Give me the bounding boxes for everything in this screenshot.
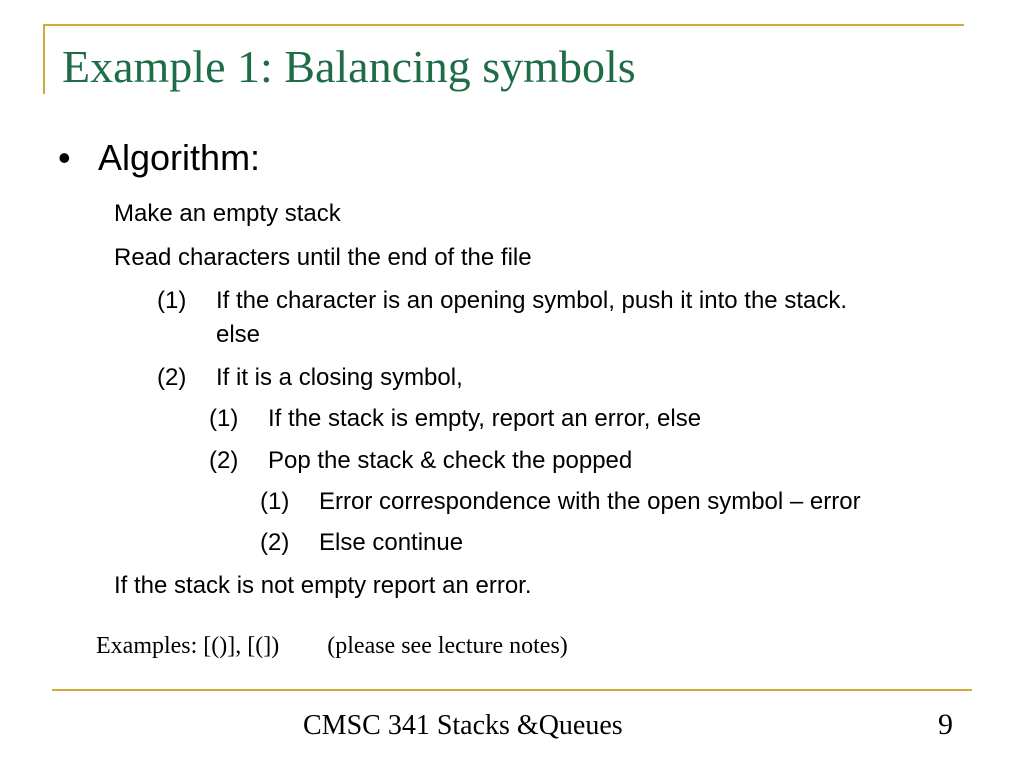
sub-sub-sub-item-number: (2) <box>260 529 290 556</box>
title-frame-top-rule <box>43 24 964 26</box>
page-number: 9 <box>938 708 953 741</box>
sub-sub-item-number: (1) <box>209 405 239 432</box>
sub-sub-sub-item-text: Error correspondence with the open symbol – error <box>319 488 861 515</box>
sub-sub-item-number: (2) <box>209 447 239 474</box>
bullet-label: Algorithm: <box>98 137 261 178</box>
examples-note: (please see lecture notes) <box>327 633 568 659</box>
bullet-marker: • <box>58 137 71 178</box>
examples-label: Examples: [()], [(]) <box>96 633 280 659</box>
sub-item-number: (1) <box>157 287 187 314</box>
sub-item-text: If the character is an opening symbol, push it into the stack. <box>216 287 848 314</box>
sub-sub-sub-item-number: (1) <box>260 488 290 515</box>
sub-sub-item-text: If the stack is empty, report an error, else <box>268 405 702 432</box>
step-final-check: If the stack is not empty report an error. <box>114 572 532 599</box>
sub-item-number: (2) <box>157 364 187 391</box>
sub-item-continuation: else <box>216 321 261 348</box>
bullet-algorithm <box>58 137 261 178</box>
sub-sub-sub-item-text: Else continue <box>319 529 464 556</box>
step-make-empty-stack: Make an empty stack <box>114 200 341 227</box>
step-read-characters: Read characters until the end of the file <box>114 244 532 271</box>
footer-course-title: CMSC 341 Stacks &Queues <box>303 710 623 741</box>
sub-item-text: If it is a closing symbol, <box>216 364 463 391</box>
title-frame-left-rule <box>43 24 45 94</box>
sub-sub-item-text: Pop the stack & check the popped <box>268 447 633 474</box>
footer-rule <box>52 689 972 691</box>
slide-title: Example 1: Balancing symbols <box>62 41 636 92</box>
examples-line <box>96 634 568 658</box>
